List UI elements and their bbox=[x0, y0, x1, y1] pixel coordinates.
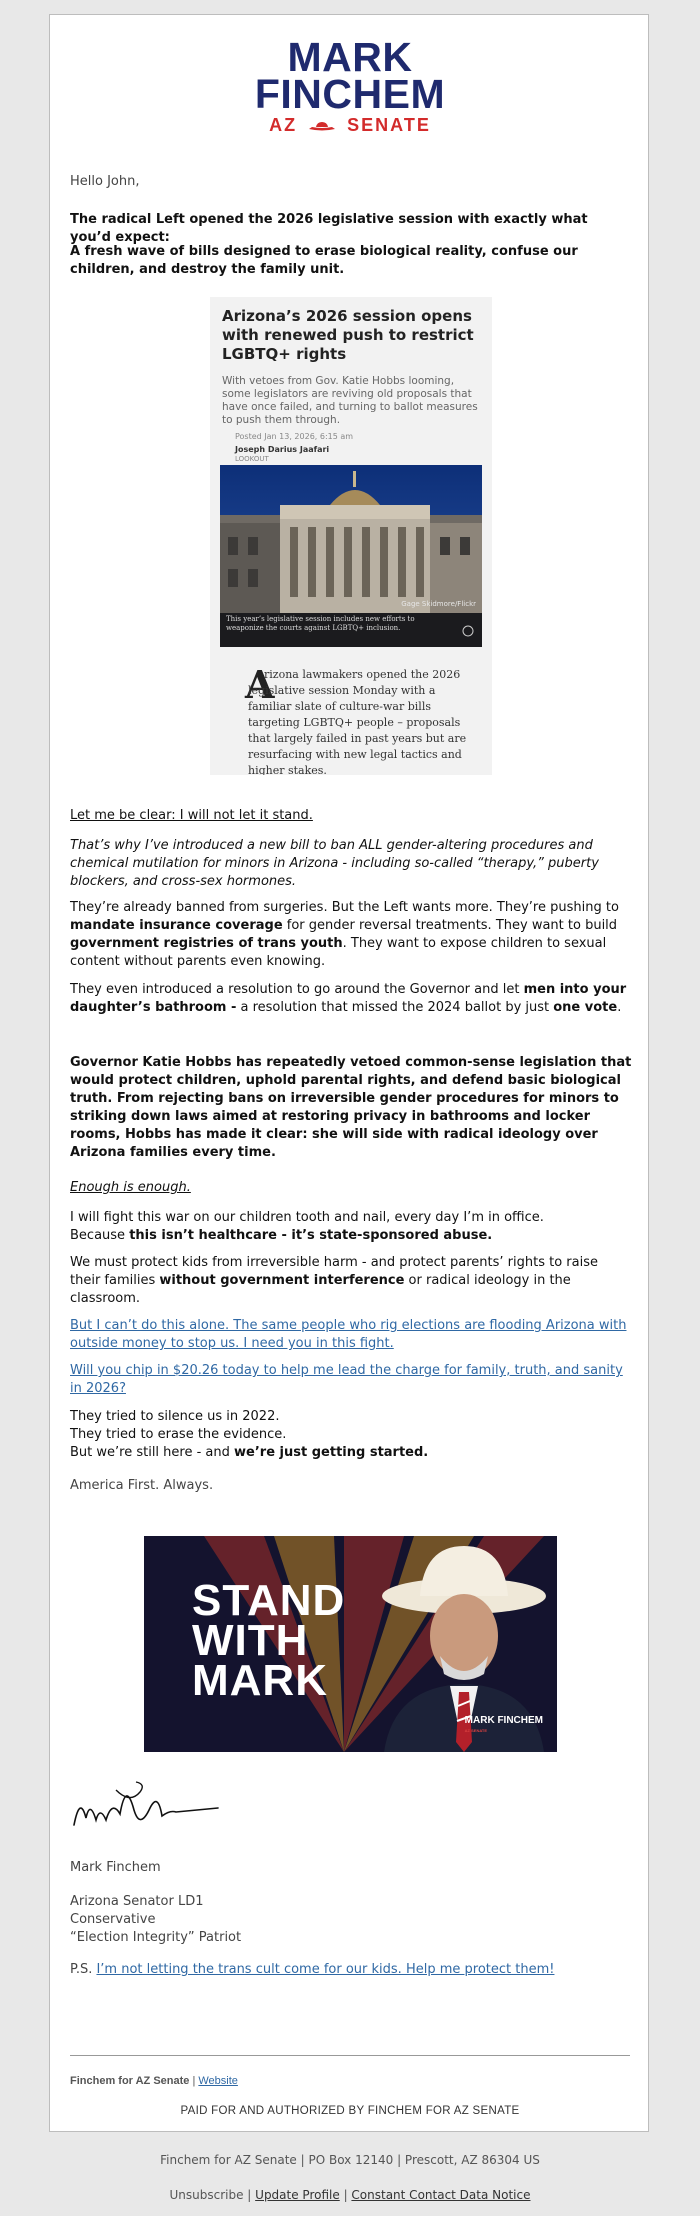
logo-line-1: MARK bbox=[287, 34, 413, 80]
unsubscribe-link[interactable]: Unsubscribe bbox=[169, 2188, 244, 2202]
photo-credit: Gage Skidmore/Flickr bbox=[401, 600, 476, 608]
paid-for-disclaimer: PAID FOR AND AUTHORIZED BY FINCHEM FOR AZ SENATE bbox=[180, 2105, 520, 2117]
intro-paragraph-1: The radical Left opened the 2026 legislative session with exactly what you’d expect: bbox=[70, 212, 588, 245]
chip-in-donate-link[interactable]: Will you chip in $20.26 today to help me lead the charge for family, truth, and sanity in 2026? bbox=[70, 1363, 623, 1396]
capitol-building-image bbox=[220, 465, 482, 647]
logo-line-2: FINCHEM bbox=[254, 71, 446, 117]
fight-paragraph: I will fight this war on our children tooth and nail, every day I’m in office. Because this isn’t healthcare - it’s state-sponsored abuse. bbox=[70, 1210, 544, 1243]
handwritten-signature bbox=[70, 1770, 220, 1840]
signer-name: Mark Finchem bbox=[70, 1860, 161, 1875]
article-dek: With vetoes from Gov. Katie Hobbs looming, some legislators are reviving old proposals that have once failed, and turning to ballot measures to push them through. bbox=[222, 375, 478, 426]
signer-title-block: Arizona Senator LD1 Conservative “Election Integrity” Patriot bbox=[70, 1894, 242, 1945]
ps-link[interactable]: I’m not letting the trans cult come for our kids. Help me protect them! bbox=[96, 1962, 555, 1977]
resolution-paragraph: They even introduced a resolution to go around the Governor and let men into your daughter’s bathroom - a resolution that missed the 2024 ballot by just one vote. bbox=[70, 982, 627, 1015]
finchem-logo bbox=[50, 34, 650, 136]
footer-divider bbox=[70, 2055, 630, 2056]
footer-links: Unsubscribe | Update Profile | Constant Contact Data Notice bbox=[169, 2188, 531, 2202]
logo-line-3 bbox=[50, 115, 650, 136]
footer-org-line: Finchem for AZ Senate | Website bbox=[70, 2075, 238, 2087]
article-posted: Posted Jan 13, 2026, 6:15 am bbox=[235, 432, 354, 441]
banner-headline: STAND WITH MARK bbox=[192, 1576, 346, 1705]
cowboy-hat-icon bbox=[308, 121, 336, 131]
constant-contact-notice-link[interactable]: Constant Contact Data Notice bbox=[351, 2188, 531, 2202]
protect-kids-paragraph: We must protect kids from irreversible harm - and protect parents’ rights to raise their families without government interference or radical ideology in the classroom. bbox=[70, 1255, 598, 1306]
silence-paragraph: They tried to silence us in 2022. They tried to erase the evidence. But we’re still here - and we’re just getting started. bbox=[70, 1409, 429, 1460]
new-bill-paragraph: That’s why I’ve introduced a new bill to ban ALL gender-altering procedures and chemical mutilation for minors in Arizona - including so-called “therapy,” puberty blockers, and cross-sex hormones. bbox=[70, 838, 599, 889]
cant-do-alone-link[interactable]: But I can’t do this alone. The same people who rig elections are flooding Arizona with outside money to stop us. I need you in this fight. bbox=[70, 1318, 627, 1351]
greeting: Hello John, bbox=[70, 174, 140, 189]
news-article-screenshot bbox=[210, 297, 492, 775]
logo-senate: SENATE bbox=[347, 115, 431, 135]
photo-caption: This year’s legislative session includes new efforts to weaponize the courts against LGBTQ+ inclusion. bbox=[226, 615, 415, 632]
intro-paragraph-2: A fresh wave of bills designed to erase biological reality, confuse our children, and destroy the family unit. bbox=[70, 244, 578, 277]
hobbs-paragraph: Governor Katie Hobbs has repeatedly vetoed common-sense legislation that would protect children, uphold parental rights, and defend basic biological truth. From rejecting bans on irreversible gender procedures for minors to striking down laws aimed at restoring privacy in bathrooms and locker rooms, Hobbs has made it clear: she will side with radical ideology over Arizona families every time. bbox=[70, 1055, 632, 1160]
ps-paragraph: P.S. I’m not letting the trans cult come for our kids. Help me protect them! bbox=[70, 1962, 555, 1977]
article-outlet: LOOKOUT bbox=[235, 455, 269, 463]
let-me-be-clear: Let me be clear: I will not let it stand. bbox=[70, 808, 313, 823]
article-author: Joseph Darius Jaafari bbox=[235, 445, 330, 454]
article-headline: Arizona’s 2026 session opens with renewed push to restrict LGBTQ+ rights bbox=[222, 307, 474, 363]
stand-with-mark-banner[interactable] bbox=[144, 1536, 557, 1752]
update-profile-link[interactable]: Update Profile bbox=[255, 2188, 340, 2202]
enough-is-enough: Enough is enough. bbox=[70, 1180, 191, 1195]
article-body: rizona lawmakers opened the 2026 legislative session Monday with a familiar slate of culture-war bills targeting LGBTQ+ people – proposals that largely failed in past years but are resurfacing with new legal tactics and higher stakes. bbox=[248, 668, 467, 775]
logo-az: AZ bbox=[269, 115, 298, 135]
mailing-address: Finchem for AZ Senate | PO Box 12140 | Prescott, AZ 86304 US bbox=[160, 2153, 540, 2167]
banner-logo: MARK FINCHEM AZ SENATE bbox=[464, 1715, 543, 1733]
article-dropcap: A bbox=[245, 662, 275, 707]
website-link[interactable]: Website bbox=[198, 2075, 238, 2087]
sign-off: America First. Always. bbox=[70, 1478, 214, 1493]
already-banned-paragraph: They’re already banned from surgeries. But the Left wants more. They’re pushing to mandate insurance coverage for gender reversal treatments. They want to build government registries of trans youth. They want to expose children to sexual content without parents even knowing. bbox=[70, 900, 619, 969]
email-card bbox=[49, 14, 649, 2132]
capitol-photo bbox=[220, 465, 482, 647]
